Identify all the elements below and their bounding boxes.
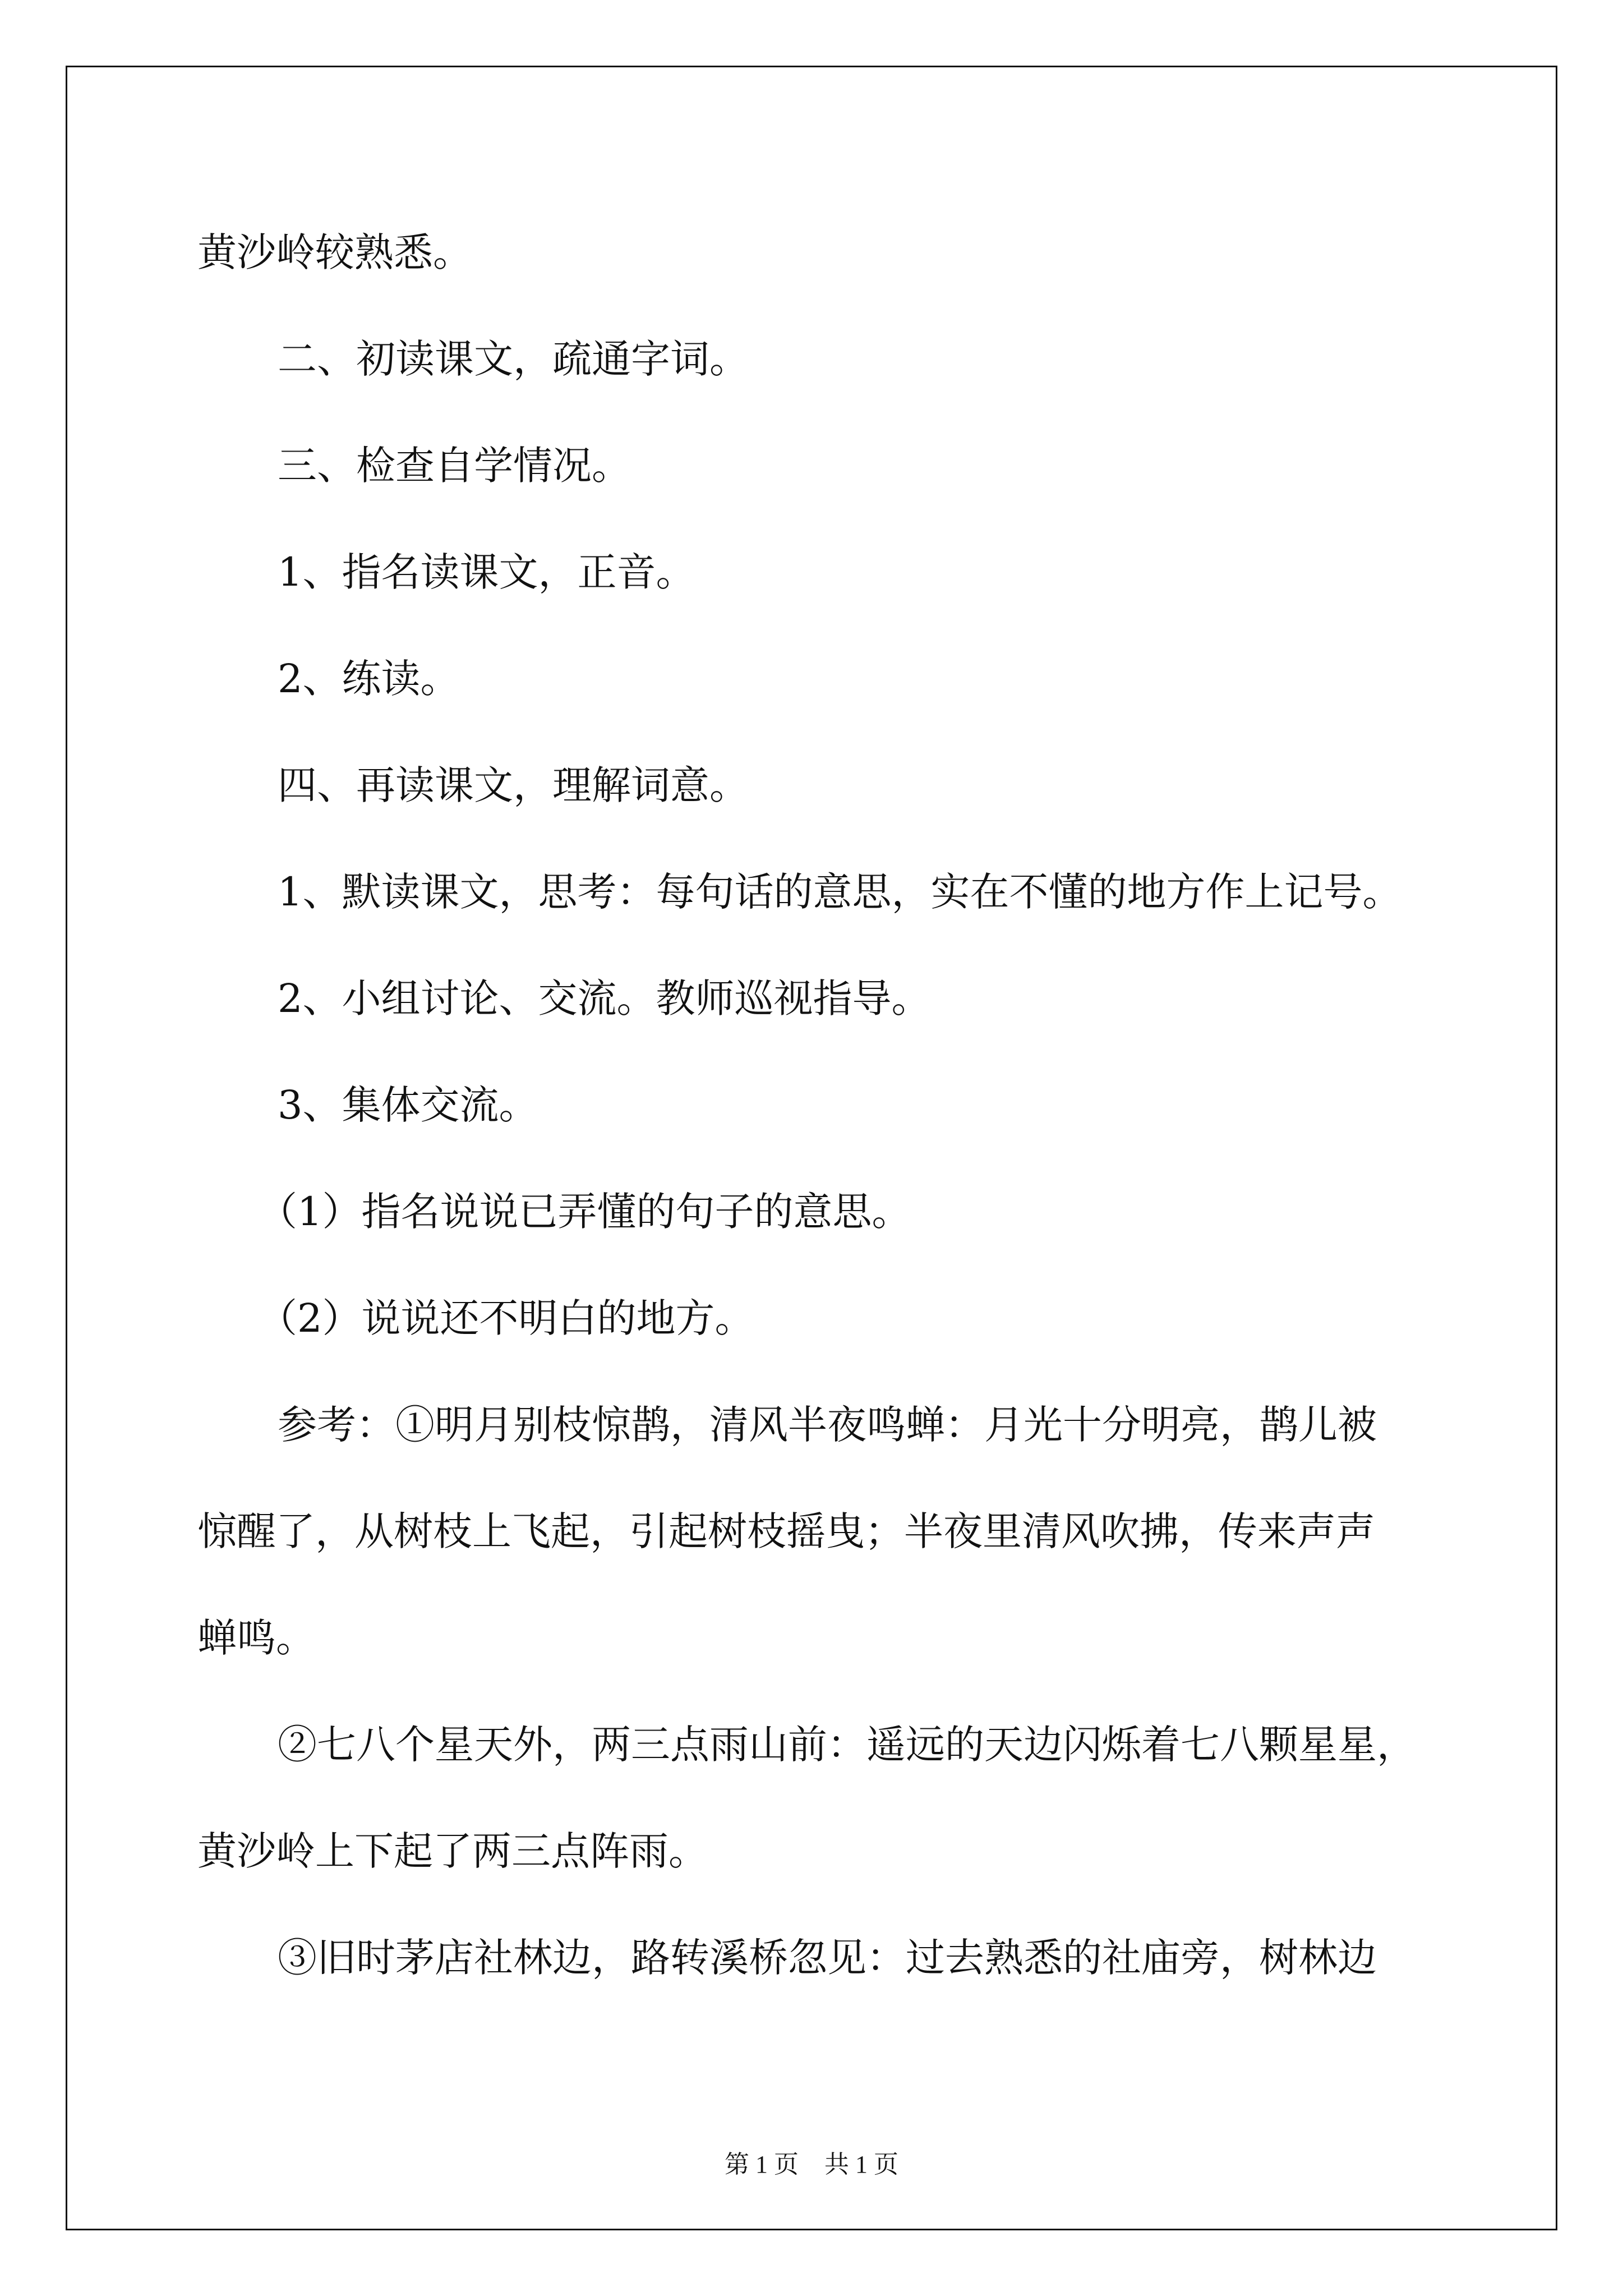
- page-number: 第 1 页: [725, 2151, 799, 2178]
- text-line: （1）指名说说已弄懂的句子的意思。: [258, 1189, 911, 1235]
- page-total: 共 1 页: [824, 2151, 898, 2178]
- text-line: 蝉鸣。: [197, 1615, 315, 1661]
- text-line: 2、小组讨论、交流。教师巡视指导。: [278, 976, 931, 1022]
- text-line: 惊醒了，从树枝上飞起，引起树枝摇曳；半夜里清风吹拂，传来声声: [197, 1508, 1375, 1554]
- text-line: 二、初读课文，疏通字词。: [278, 336, 749, 382]
- text-line: 参考：①明月别枝惊鹊，清风半夜鸣蝉：月光十分明亮，鹊儿被: [278, 1402, 1377, 1448]
- text-line: 黄沙岭上下起了两三点阵雨。: [197, 1828, 708, 1874]
- text-line: 1、指名读课文，正音。: [278, 549, 695, 595]
- page-border: [66, 66, 1557, 2230]
- text-line: 3、集体交流。: [278, 1082, 538, 1128]
- page-footer: [0, 2152, 1623, 2177]
- text-line: ③旧时茅店社林边，路转溪桥忽见：过去熟悉的社庙旁，树林边: [278, 1935, 1377, 1981]
- text-line: 四、再读课文，理解词意。: [278, 762, 749, 808]
- text-line: 1、默读课文，思考：每句话的意思，实在不懂的地方作上记号。: [278, 869, 1402, 915]
- text-line: 三、检查自学情况。: [278, 443, 631, 489]
- text-line: 黄沙岭较熟悉。: [197, 229, 472, 275]
- text-line: 2、练读。: [278, 656, 460, 702]
- text-line: （2）说说还不明白的地方。: [258, 1295, 754, 1341]
- text-line: ②七八个星天外，两三点雨山前：遥远的天边闪烁着七八颗星星，: [278, 1722, 1416, 1768]
